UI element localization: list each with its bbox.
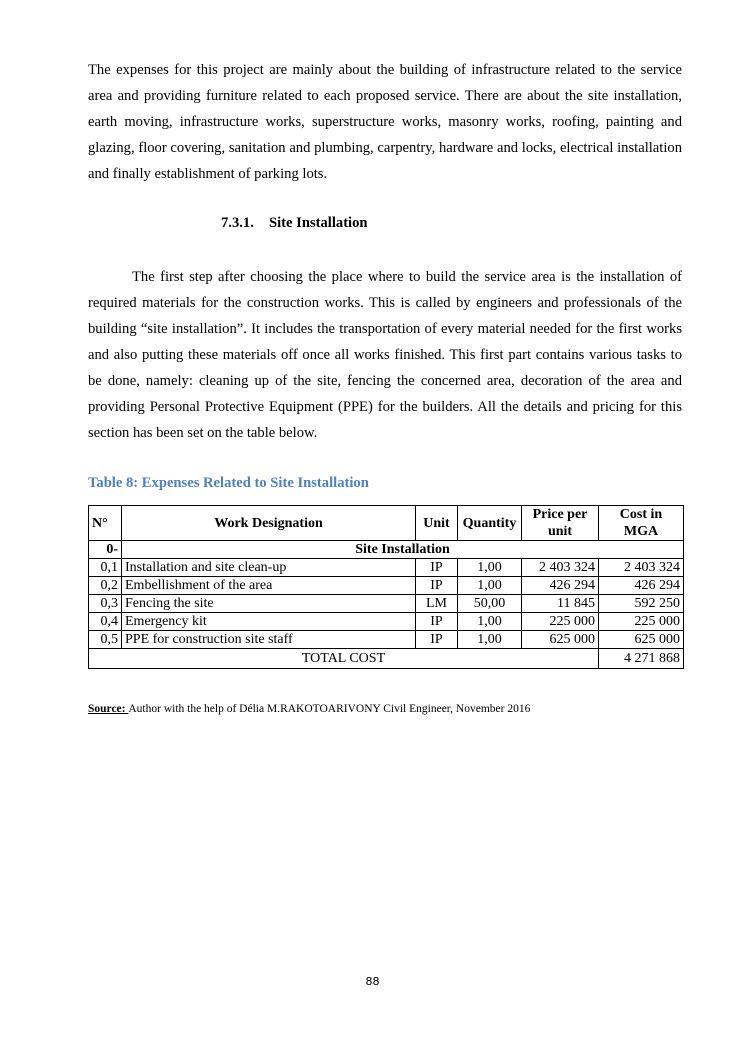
row-unit: IP — [416, 613, 458, 631]
table-row — [89, 631, 684, 649]
row-price: 625 000 — [522, 631, 599, 649]
row-designation: Embellishment of the area — [122, 577, 416, 595]
header-designation: Work Designation — [122, 506, 416, 541]
row-designation: Fencing the site — [122, 595, 416, 613]
row-unit: IP — [416, 559, 458, 577]
row-number: 0,3 — [89, 595, 122, 613]
table-header-row — [89, 506, 684, 541]
row-number: 0,5 — [89, 631, 122, 649]
header-unit: Unit — [416, 506, 458, 541]
header-price: Price per unit — [522, 506, 599, 541]
row-quantity: 1,00 — [458, 613, 522, 631]
section-row — [89, 541, 684, 559]
source-note — [88, 703, 530, 715]
row-cost: 426 294 — [599, 577, 684, 595]
row-unit: IP — [416, 631, 458, 649]
source-label: Source: — [88, 703, 129, 715]
row-number: 0,4 — [89, 613, 122, 631]
table-row — [89, 577, 684, 595]
row-price: 225 000 — [522, 613, 599, 631]
table-row — [89, 595, 684, 613]
page-number: 88 — [365, 975, 380, 988]
total-label: TOTAL COST — [89, 649, 599, 669]
section-row-number: 0- — [89, 541, 122, 559]
row-designation: Installation and site clean-up — [122, 559, 416, 577]
row-designation: PPE for construction site staff — [122, 631, 416, 649]
row-quantity: 1,00 — [458, 559, 522, 577]
row-unit: LM — [416, 595, 458, 613]
row-number: 0,2 — [89, 577, 122, 595]
header-cost: Cost in MGA — [599, 506, 684, 541]
table-row — [89, 559, 684, 577]
row-quantity: 1,00 — [458, 577, 522, 595]
row-quantity: 1,00 — [458, 631, 522, 649]
section-number: 7.3.1. — [221, 215, 254, 231]
table-caption: Table 8: Expenses Related to Site Installation — [88, 475, 369, 491]
header-number: N° — [89, 506, 122, 541]
section-row-label: Site Installation — [122, 541, 684, 559]
row-quantity: 50,00 — [458, 595, 522, 613]
header-quantity: Quantity — [458, 506, 522, 541]
row-cost: 592 250 — [599, 595, 684, 613]
total-value: 4 271 868 — [599, 649, 684, 669]
intro-paragraph: The expenses for this project are mainly about the building of infrastructure related to the service area and providing furniture related to each proposed service. There are about the site installation, earth moving, infrastructure works, superstructure works, masonry works, roofing, painting and glazing, floor covering, sanitation and plumbing, carpentry, hardware and locks, electrical installation and finally establishment of parking lots. — [88, 62, 682, 182]
row-cost: 625 000 — [599, 631, 684, 649]
row-price: 11 845 — [522, 595, 599, 613]
row-designation: Emergency kit — [122, 613, 416, 631]
total-row — [89, 649, 684, 669]
row-number: 0,1 — [89, 559, 122, 577]
row-price: 2 403 324 — [522, 559, 599, 577]
body-paragraph: The first step after choosing the place where to build the service area is the installation of required materials for the construction works. This is called by engineers and professionals of the building “site installation”. It includes the transportation of every material needed for the first works and also putting these materials off once all works finished. This first part contains various tasks to be done, namely: cleaning up of the site, fencing the concerned area, decoration of the area and providing Personal Protective Equipment (PPE) for the builders. All the details and pricing for this section has been set on the table below. — [88, 269, 682, 441]
row-cost: 2 403 324 — [599, 559, 684, 577]
row-price: 426 294 — [522, 577, 599, 595]
section-title: Site Installation — [269, 215, 368, 231]
row-unit: IP — [416, 577, 458, 595]
table-row — [89, 613, 684, 631]
source-text: Author with the help of Délia M.RAKOTOARIVONY Civil Engineer, November 2016 — [128, 703, 531, 715]
expenses-table — [88, 505, 684, 669]
section-heading — [221, 215, 368, 232]
row-cost: 225 000 — [599, 613, 684, 631]
